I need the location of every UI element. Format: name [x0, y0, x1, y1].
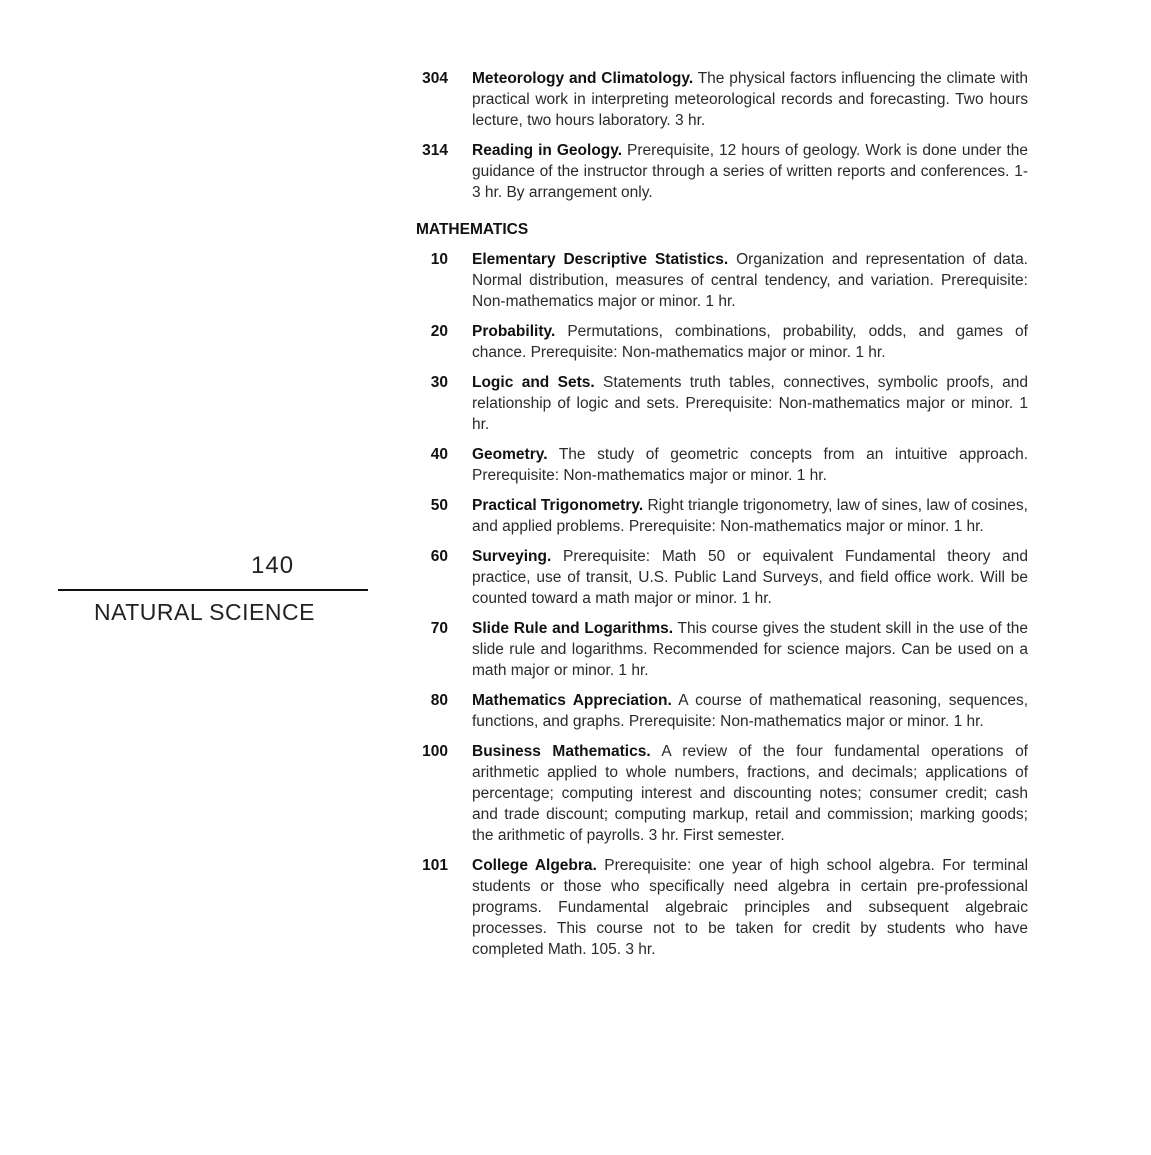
course-description: Organization and representation of data. Normal distribution, measures of central tendency, and variation. Prerequisite: Non-mathematics major or minor. 1 hr.	[472, 251, 1028, 310]
course-entry	[408, 546, 1028, 609]
course-entry	[408, 68, 1028, 131]
divider-rule	[58, 589, 368, 591]
course-number: 101	[422, 857, 448, 874]
course-title: Surveying.	[472, 548, 552, 565]
course-title: College Algebra.	[472, 857, 597, 874]
course-entry	[408, 618, 1028, 681]
course-number: 80	[430, 692, 448, 709]
course-description: A course of mathematical reasoning, sequences, functions, and graphs. Prerequisite: Non-mathematics major or minor. 1 hr.	[472, 692, 1029, 730]
course-description: The physical factors influencing the climate with practical work in interpreting meteorological records and forecasting. Two hours lecture, two hours laboratory. 3 hr.	[472, 70, 1029, 129]
course-title: Mathematics Appreciation.	[472, 692, 672, 709]
course-number: 60	[430, 548, 448, 565]
course-entry	[408, 741, 1028, 846]
course-description: Prerequisite: Math 50 or equivalent Fundamental theory and practice, use of transit, U.S. Public Land Surveys, and field office work. Will be counted toward a math major or minor. 1 hr.	[472, 548, 1029, 607]
course-title: Elementary Descriptive Statistics.	[472, 251, 729, 268]
course-entry	[408, 495, 1028, 537]
course-number: 20	[430, 323, 448, 340]
course-description: Permutations, combinations, probability, odds, and games of chance. Prerequisite: Non-mathematics major or minor. 1 hr.	[472, 323, 1028, 361]
course-description: Statements truth tables, connectives, symbolic proofs, and relationship of logic and sets. Prerequisite: Non-mathematics major or minor. 1 hr.	[472, 374, 1028, 433]
course-entry	[408, 372, 1028, 435]
course-title: Meteorology and Climatology.	[472, 70, 694, 87]
mathematics-course-list	[408, 249, 1028, 960]
course-title: Practical Trigonometry.	[472, 497, 644, 514]
course-entry	[408, 321, 1028, 363]
course-number: 30	[430, 374, 448, 391]
section-heading: MATHEMATICS	[416, 221, 529, 238]
course-description: Right triangle trigonometry, law of sines, law of cosines, and applied problems. Prerequisite: Non-mathematics major or minor. 1 hr.	[472, 497, 1028, 535]
course-description: The study of geometric concepts from an intuitive approach. Prerequisite: Non-mathematics major or minor. 1 hr.	[472, 446, 1029, 484]
course-number: 40	[430, 446, 448, 463]
course-number: 70	[430, 620, 448, 637]
course-number: 314	[422, 142, 448, 159]
course-listing	[408, 68, 1028, 969]
course-title: Geometry.	[472, 446, 548, 463]
course-title: Reading in Geology.	[472, 142, 623, 159]
course-number: 304	[422, 70, 448, 87]
course-description: A review of the four fundamental operations of arithmetic applied to whole numbers, fractions, and decimals; applications of percentage; computing interest and discounting notes; consumer credit; cash and trade discount; computing markup, retail and commission; marking goods; the arithmetic of payrolls. 3 hr. First semester.	[472, 743, 1028, 844]
course-number: 10	[430, 251, 448, 268]
course-entry	[408, 249, 1028, 312]
section-label: NATURAL SCIENCE	[94, 599, 315, 625]
course-title: Probability.	[472, 323, 556, 340]
course-title: Business Mathematics.	[472, 743, 651, 760]
course-entry	[408, 855, 1028, 960]
page-number: 140	[251, 552, 295, 579]
geology-course-list	[408, 68, 1028, 203]
course-description: Prerequisite, 12 hours of geology. Work is done under the guidance of the instructor through a series of written reports and conferences. 1-3 hr. By arrangement only.	[472, 142, 1028, 201]
course-description: This course gives the student skill in the use of the slide rule and logarithms. Recommended for science majors. Can be used on a math major or minor. 1 hr.	[472, 620, 1028, 679]
course-description: Prerequisite: one year of high school algebra. For terminal students or those who specifically need algebra in certain pre-professional programs. Fundamental algebraic principles and subsequent algebraic processes. This course not to be taken for credit by students who have completed Math. 105. 3 hr.	[472, 857, 1029, 958]
course-entry	[408, 690, 1028, 732]
course-title: Slide Rule and Logarithms.	[472, 620, 674, 637]
course-title: Logic and Sets.	[472, 374, 595, 391]
course-entry	[408, 444, 1028, 486]
course-number: 100	[422, 743, 448, 760]
course-number: 50	[430, 497, 448, 514]
course-entry	[408, 140, 1028, 203]
